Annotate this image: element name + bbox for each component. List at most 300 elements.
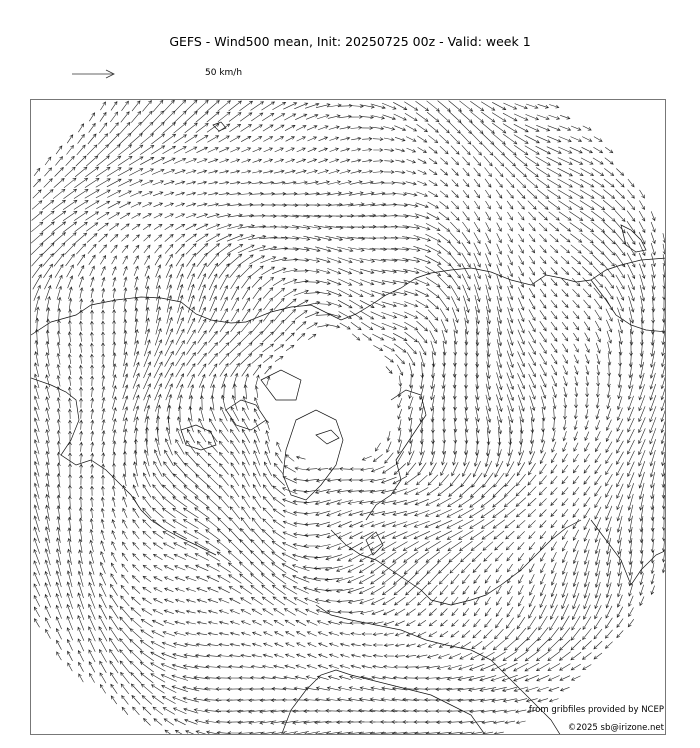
wind-arrow [528,498,536,506]
wind-arrow [573,465,578,473]
wind-arrow [407,159,416,163]
wind-arrow [571,640,581,650]
wind-arrow [541,441,545,453]
wind-arrow [151,146,164,154]
wind-arrow [253,643,262,646]
wind-arrow [497,254,502,266]
wind-arrow [79,277,83,288]
wind-arrow [122,696,129,705]
wind-arrow [231,286,238,299]
wind-arrow [101,267,105,276]
wind-arrow [284,289,297,297]
wind-arrow [337,554,353,561]
wind-arrow [179,395,183,411]
wind-arrow [482,531,494,540]
wind-arrow [196,224,208,230]
wind-arrow [560,664,571,670]
wind-arrow [526,639,538,651]
wind-arrow [252,354,263,363]
wind-arrow [462,232,470,243]
wind-arrow [584,497,590,506]
wind-arrow [266,431,270,442]
wind-arrow [317,676,328,680]
wind-arrow [528,520,535,527]
wind-arrow [251,332,263,343]
wind-arrow [79,486,82,496]
wind-arrow [560,234,570,242]
wind-arrow [143,101,152,112]
wind-arrow [551,531,557,539]
wind-arrow [32,212,43,221]
wind-arrow [339,621,351,624]
wind-arrow [450,232,460,243]
wind-arrow [78,627,84,641]
wind-arrow [514,145,528,155]
wind-arrow [97,212,109,219]
wind-arrow [230,610,240,614]
wind-arrow [54,178,64,187]
wind-arrow [594,641,602,649]
wind-arrow [80,431,83,440]
wind-arrow [186,224,197,230]
wind-arrow [308,654,317,658]
wind-arrow [495,542,504,550]
wind-arrow [585,421,589,430]
wind-arrow [474,212,479,221]
wind-arrow [143,707,151,715]
wind-arrow [286,632,295,637]
wind-arrow [551,343,557,352]
wind-arrow [583,289,591,298]
wind-arrow [57,452,60,464]
wind-arrow [75,167,87,177]
wind-arrow [186,192,195,195]
wind-arrow [253,287,261,299]
wind-arrow [113,441,116,453]
wind-arrow [486,212,491,220]
wind-arrow [560,640,571,651]
wind-arrow [428,654,439,658]
wind-arrow [208,170,217,173]
wind-arrow [519,266,524,276]
wind-arrow [304,490,320,493]
wind-arrow [373,170,383,173]
wind-arrow [449,253,460,266]
wind-arrow [562,520,568,528]
wind-arrow [102,288,105,297]
wind-arrow [509,416,513,434]
wind-arrow [585,409,588,418]
wind-arrow [112,497,115,507]
wind-arrow [164,610,174,614]
wind-arrow [438,552,451,562]
wind-arrow [52,211,65,221]
wind-arrow [174,543,187,549]
wind-arrow [475,295,480,313]
wind-arrow [486,417,490,434]
wind-arrow [208,621,217,624]
wind-arrow [308,643,317,647]
wind-arrow [639,384,645,400]
wind-arrow [606,463,613,474]
wind-arrow [130,661,142,672]
wind-arrow [121,672,130,683]
wind-arrow [519,439,523,455]
wind-arrow [252,136,261,141]
wind-arrow [417,475,428,485]
wind-arrow [142,192,153,197]
wind-arrow [308,148,317,152]
wind-arrow [582,641,591,650]
wind-arrow [175,577,185,581]
wind-arrow [359,563,374,573]
wind-arrow [145,329,150,345]
wind-arrow [462,243,470,256]
wind-arrow [152,122,164,133]
wind-arrow [143,554,151,560]
wind-arrow [253,365,261,376]
wind-arrow [231,496,240,508]
wind-arrow [46,386,50,398]
wind-arrow [285,665,295,669]
wind-arrow [230,332,240,343]
wind-arrow [595,453,601,462]
wind-arrow [394,464,406,475]
wind-arrow [551,333,557,342]
wind-arrow [255,375,259,387]
wind-arrow [439,212,449,220]
wind-arrow [606,571,611,587]
wind-arrow [231,474,239,486]
wind-arrow [46,629,51,638]
coastline-mediterranean [316,605,506,675]
wind-arrow [593,158,603,164]
wind-arrow [112,463,115,474]
wind-arrow [238,235,255,241]
wind-arrow [79,674,84,682]
wind-arrow [350,115,363,118]
wind-arrow [167,275,172,290]
wind-arrow [551,453,556,462]
wind-arrow [483,641,494,650]
wind-arrow [452,191,459,198]
wind-arrow [516,167,527,177]
wind-arrow [440,631,448,637]
wind-arrow [112,486,115,496]
wind-arrow [437,732,450,735]
wind-arrow [359,586,374,593]
wind-arrow [68,343,71,353]
wind-arrow [63,200,77,209]
wind-arrow [395,137,405,141]
wind-arrow [133,235,140,241]
wind-arrow [382,574,396,585]
wind-arrow [314,577,332,580]
wind-arrow [89,673,94,682]
wind-arrow [102,376,105,387]
wind-arrow [109,213,120,220]
wind-arrow [121,224,129,230]
wind-arrow [164,192,173,196]
wind-arrow [547,179,561,188]
wind-arrow [186,159,197,164]
wind-arrow [68,539,72,554]
wind-arrow [496,395,502,412]
wind-arrow [329,126,339,130]
wind-arrow [592,255,603,266]
wind-arrow [164,566,173,571]
wind-arrow [349,553,364,561]
wind-arrow [306,676,317,680]
wind-arrow [89,113,94,121]
wind-arrow [186,452,197,464]
wind-arrow [129,145,143,155]
wind-arrow [617,397,622,410]
wind-arrow [483,145,493,156]
wind-arrow [593,277,602,288]
wind-arrow [286,148,295,152]
wind-arrow [606,442,612,453]
wind-arrow [474,233,480,244]
wind-arrow [573,509,579,518]
wind-arrow [405,113,417,120]
wind-arrow [607,375,610,387]
wind-arrow [296,125,306,130]
wind-arrow [640,329,643,346]
wind-arrow [439,298,448,311]
wind-arrow [384,633,394,636]
wind-arrow [398,419,401,430]
wind-arrow [304,587,320,593]
wind-arrow [452,620,459,627]
wind-arrow [231,463,239,475]
wind-arrow [121,596,130,606]
wind-arrow [143,485,151,498]
wind-arrow [628,619,634,627]
wind-arrow [407,148,416,152]
wind-arrow [123,474,126,486]
wind-arrow [228,563,241,573]
wind-arrow [431,373,435,389]
wind-arrow [276,453,283,464]
wind-arrow [218,112,230,122]
wind-arrow [219,136,230,142]
wind-arrow [57,376,60,387]
wind-arrow [221,309,228,322]
wind-arrow [515,699,527,703]
wind-arrow [32,201,42,210]
wind-arrow [251,102,264,111]
wind-arrow [53,200,66,209]
wind-arrow [272,563,287,574]
wind-arrow [574,420,577,429]
wind-arrow [429,632,437,637]
wind-arrow [550,245,558,252]
wind-arrow [175,588,184,592]
wind-arrow [615,242,625,255]
wind-arrow [56,617,62,629]
wind-arrow [328,115,340,119]
wind-arrow [416,113,428,122]
wind-arrow [275,148,284,152]
wind-arrow [46,408,50,420]
wind-arrow [538,699,548,703]
wind-arrow [563,365,567,374]
wind-arrow [528,212,535,220]
wind-arrow [176,244,185,254]
wind-arrow [195,554,209,561]
wind-arrow [562,476,568,483]
wind-arrow [539,498,546,505]
map-title: GEFS - Wind500 mean, Init: 20250725 00z - Valid: week 1 [169,34,531,49]
wind-arrow [231,418,240,431]
wind-arrow [527,628,537,641]
wind-arrow [497,265,502,278]
wind-arrow [173,497,187,507]
wind-arrow [197,599,207,603]
wind-arrow [230,654,241,657]
wind-arrow [113,419,117,431]
wind-arrow [277,442,282,452]
wind-arrow [317,181,330,185]
wind-arrow [451,212,459,221]
wind-arrow [110,673,117,684]
wind-arrow [87,234,97,243]
wind-arrow [167,416,170,434]
wind-arrow [274,665,285,668]
wind-arrow [362,665,372,668]
wind-arrow [495,553,502,561]
wind-arrow [208,181,217,184]
wind-arrow [516,486,526,496]
map-panel[interactable] [30,99,666,735]
wind-arrow [79,507,82,518]
wind-arrow [57,640,62,649]
wind-arrow [152,158,165,165]
wind-arrow [174,643,187,647]
wind-arrow [339,181,351,185]
coastline-british-isles [366,532,383,555]
wind-arrow [219,610,228,614]
wind-arrow [199,274,206,291]
wind-arrow [515,156,527,166]
wind-arrow [154,554,163,559]
wind-arrow [495,167,503,177]
wind-arrow [124,277,127,287]
wind-arrow [196,464,207,475]
wind-arrow [393,552,408,563]
wind-arrow [425,234,440,242]
wind-arrow [63,222,76,232]
wind-arrow [617,419,623,431]
wind-arrow [262,585,275,595]
wind-arrow [385,356,394,362]
wind-arrow [462,563,471,573]
wind-arrow [508,255,513,265]
wind-arrow [596,398,599,408]
wind-arrow [99,245,106,253]
wind-arrow [293,586,308,593]
wind-arrow [90,266,95,276]
wind-arrow [100,256,105,265]
wind-arrow [219,441,228,453]
wind-arrow [463,201,469,209]
wind-arrow [142,609,152,616]
wind-arrow [518,308,524,321]
wind-arrow [372,181,384,184]
wind-arrow [529,531,535,538]
wind-arrow [207,244,220,255]
wind-arrow [451,296,459,311]
wind-arrow [112,267,116,276]
wind-arrow [406,171,415,175]
wind-arrow [91,409,94,419]
wind-arrow [251,113,263,121]
wind-arrow [102,299,105,308]
wind-arrow [241,170,250,173]
wind-arrow [463,179,469,186]
wind-arrow [141,619,152,626]
wind-arrow [549,212,560,220]
wind-arrow [286,333,295,341]
wind-arrow [485,619,492,628]
wind-arrow [273,181,285,184]
wind-arrow [449,654,461,659]
wind-arrow [296,665,306,669]
wind-arrow [517,617,525,629]
wind-arrow [90,519,93,529]
wind-arrow [86,223,98,232]
wind-arrow [175,234,184,242]
wind-arrow [562,531,567,540]
wind-arrow [553,397,556,409]
wind-arrow [472,641,482,649]
wind-arrow [384,170,394,173]
wind-arrow [297,148,306,152]
wind-arrow [559,652,570,661]
wind-arrow [563,355,568,364]
wind-arrow [275,159,284,163]
wind-arrow [563,454,568,462]
wind-arrow [617,463,624,476]
wind-arrow [111,563,116,573]
wind-arrow [460,112,472,123]
wind-arrow [306,114,318,119]
wind-arrow [497,223,502,232]
wind-arrow [372,127,383,130]
wind-arrow [98,134,107,145]
wind-arrow [414,257,431,263]
wind-arrow [113,364,116,376]
wind-arrow [68,409,71,419]
wind-arrow [265,366,272,374]
wind-arrow [336,214,354,217]
wind-arrow [504,497,515,507]
wind-arrow [274,620,284,625]
wind-arrow [186,170,196,174]
wind-arrow [515,104,528,109]
wind-arrow [361,116,374,119]
wind-arrow [562,322,568,330]
wind-arrow [175,170,185,174]
wind-arrow [441,609,448,616]
wind-arrow [74,178,87,188]
wind-arrow [78,134,85,143]
wind-arrow [340,137,349,140]
wind-arrow [508,276,513,288]
wind-arrow [263,654,273,657]
wind-arrow [229,113,241,122]
